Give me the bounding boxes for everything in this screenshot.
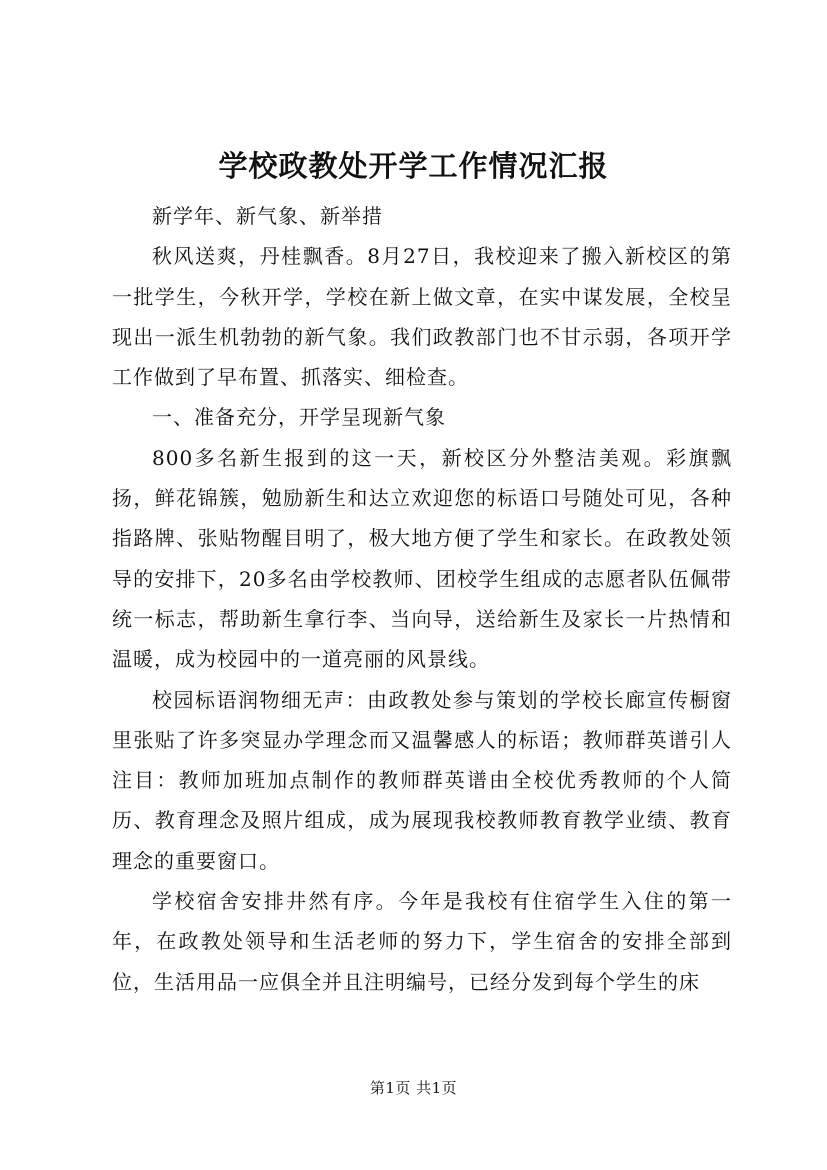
paragraph-dormitory: 学校宿舍安排井然有序。今年是我校有住宿学生入住的第一年，在政教处领导和生活老师的努力下，学生宿舍的安排全部到位，生活用品一应俱全并且注明编号，已经分发到每个学生的床: [112, 889, 732, 994]
section-subtitle: 新学年、新气象、新举措: [152, 204, 383, 228]
section-heading-1: 一、准备充分，开学呈现新气象: [152, 405, 446, 430]
paragraph-intro: 秋风送爽，丹桂飘香。8月27日，我校迎来了搬入新校区的第一批学生，今秋开学，学校在新上做文章，在实中谋发展，全校呈现出一派生机勃勃的新气象。我们政教部门也不甘示弱，各项开学工作做到了早布置、抓落实、细检查。: [112, 244, 732, 390]
document-title: 学校政教处开学工作情况汇报: [218, 149, 609, 183]
document-body: [112, 196, 732, 1002]
page-footer: 第1页 共1页: [369, 1079, 458, 1097]
paragraph-slogans: 校园标语润物细无声：由政教处参与策划的学校长廊宣传橱窗里张贴了许多突显办学理念而又温馨感人的标语；教师群英谱引人注目：教师加班加点制作的教师群英谱由全校优秀教师的个人简历、教育理念及照片组成，成为展现我校教师教育教学业绩、教育理念的重要窗口。: [112, 687, 732, 873]
paragraph-registration: 800多名新生报到的这一天，新校区分外整洁美观。彩旗飘扬，鲜花锦簇，勉励新生和达立欢迎您的标语口号随处可见，各种指路牌、张贴物醒目明了，极大地方便了学生和家长。在政教处领导的安排下，20多名由学校教师、团校学生组成的志愿者队伍佩带统一标志，帮助新生拿行李、当向导，送给新生及家长一片热情和温暖，成为校园中的一道亮丽的风景线。: [112, 445, 732, 672]
